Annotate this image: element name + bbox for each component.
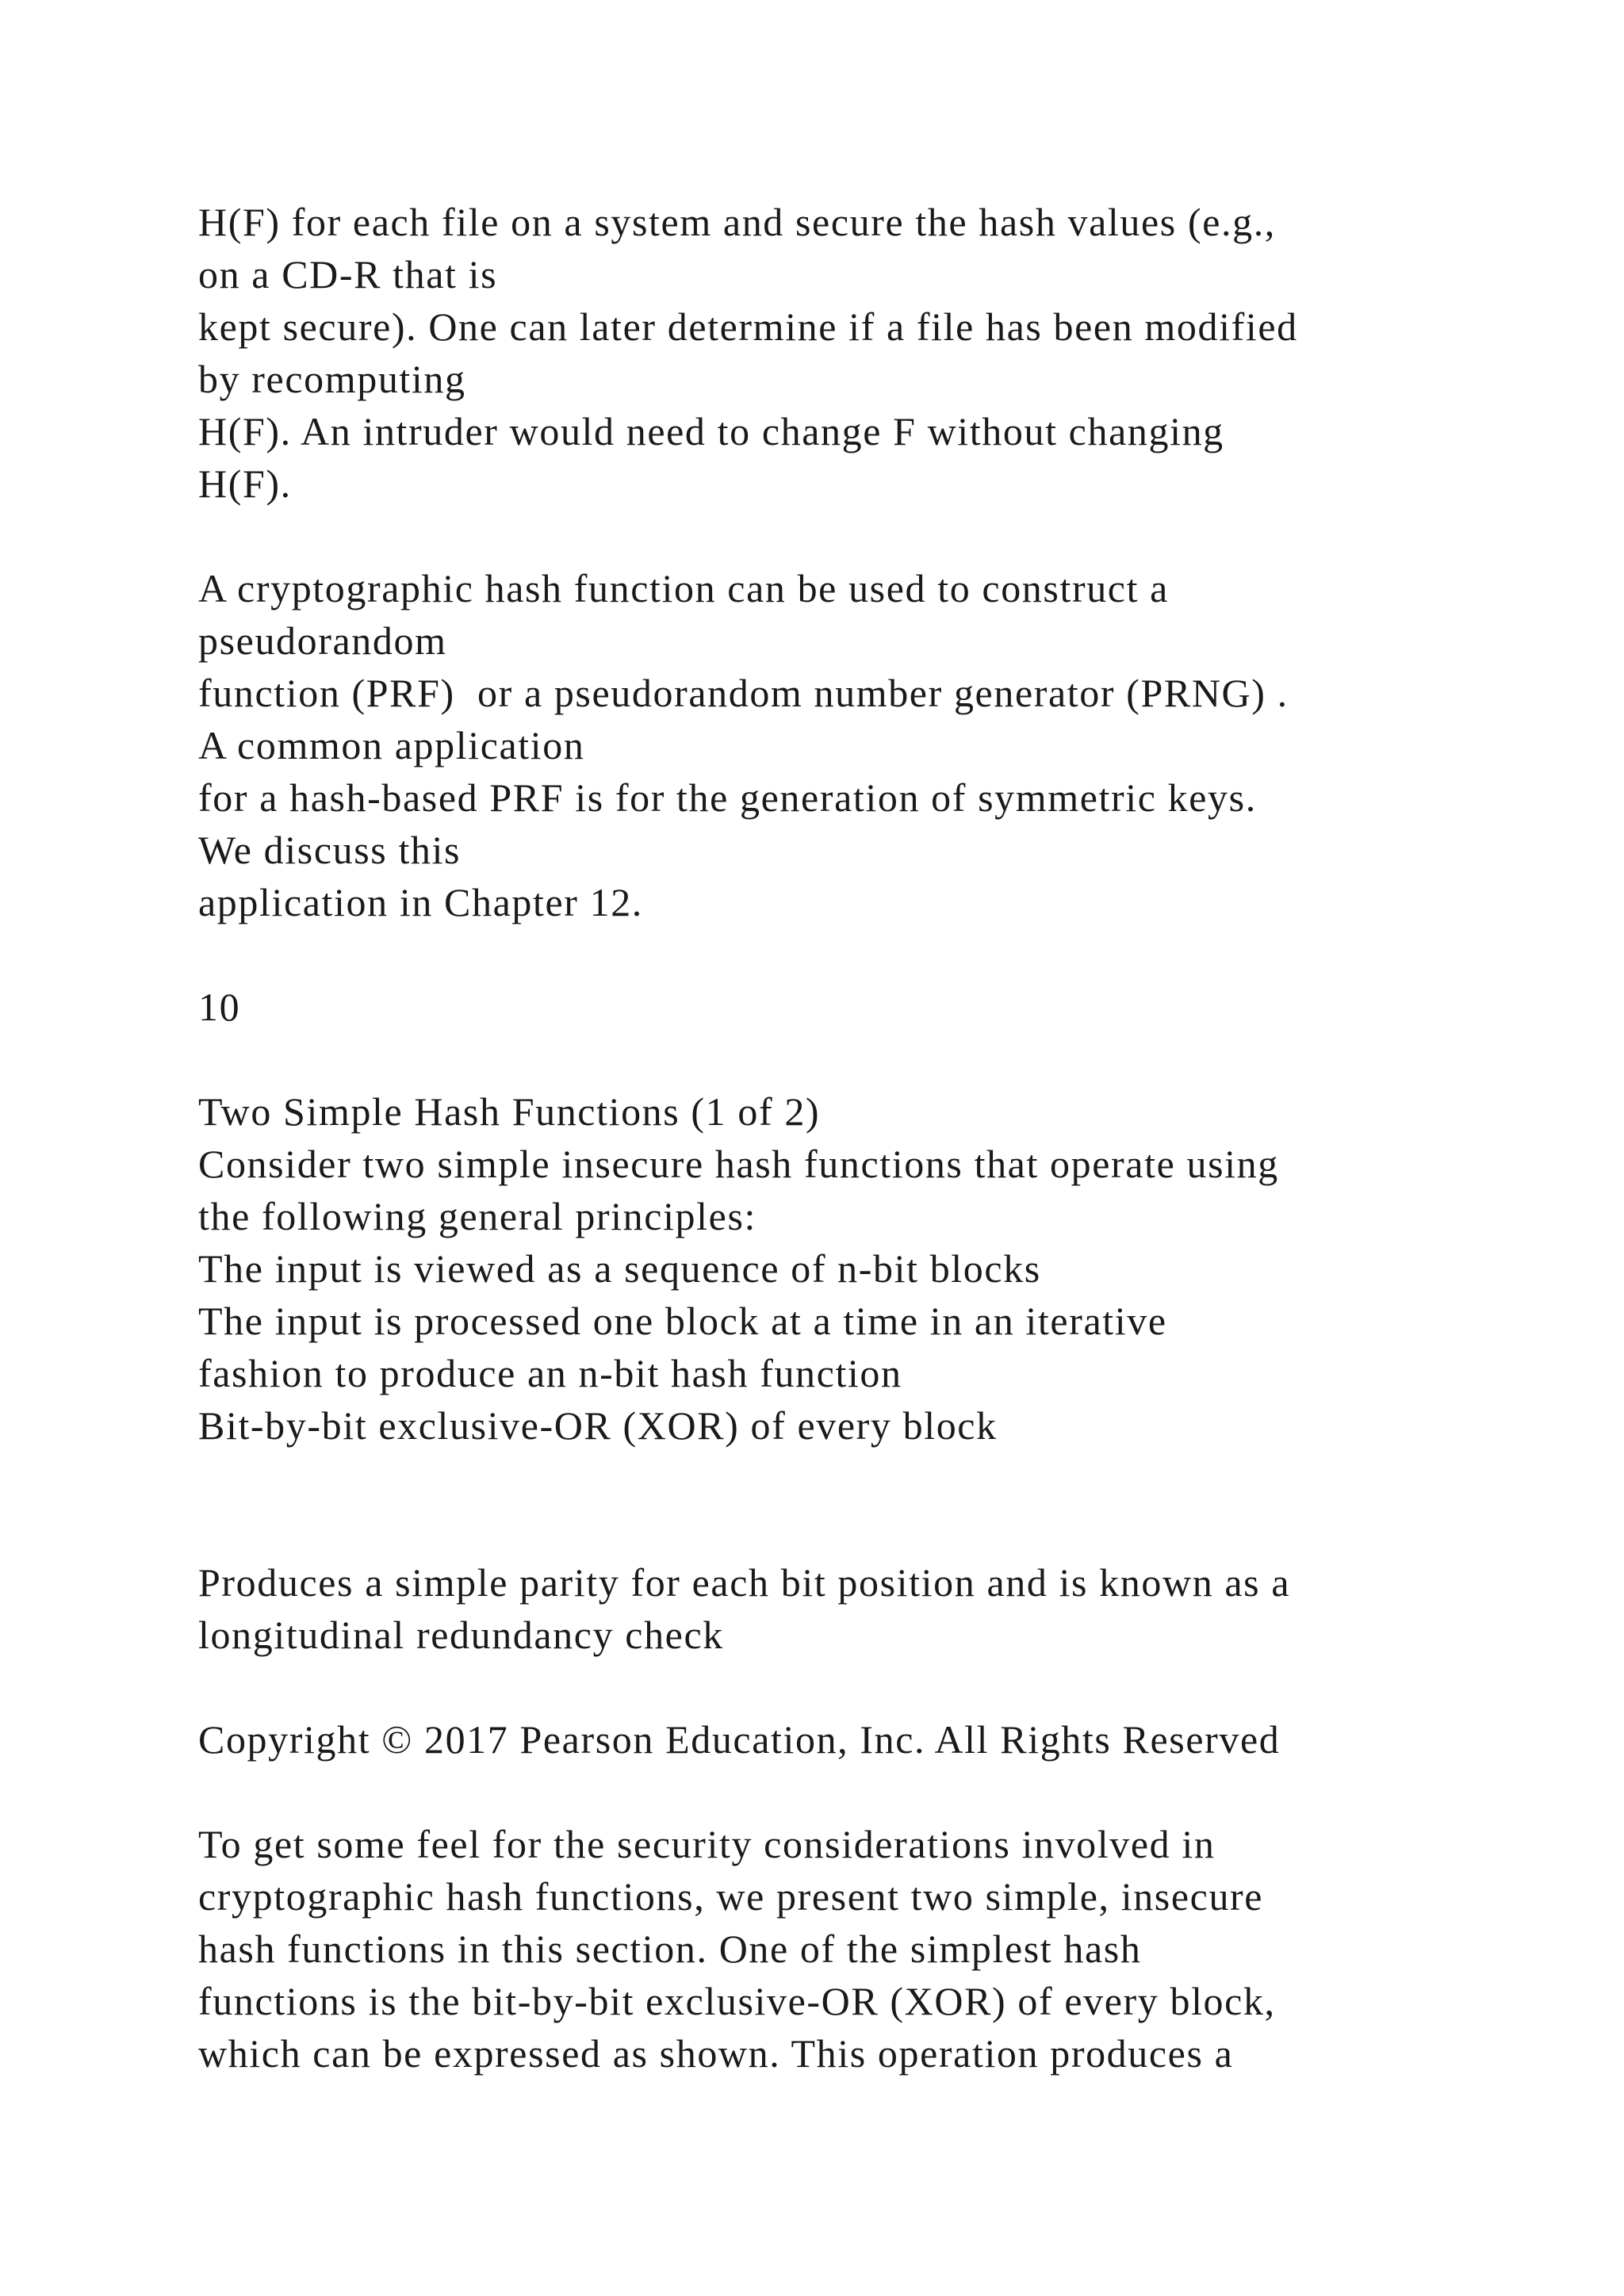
text-line: kept secure). One can later determine if a file has been modified xyxy=(198,304,1298,349)
blank-line xyxy=(198,1661,1546,1713)
body-text xyxy=(198,196,1546,2080)
text-line: Bit-by-bit exclusive-OR (XOR) of every block xyxy=(198,1403,998,1448)
text-line: on a CD-R that is xyxy=(198,252,498,297)
blank-line xyxy=(198,1033,1546,1085)
text-line: hash functions in this section. One of the simplest hash xyxy=(198,1927,1142,1971)
text-line: functions is the bit-by-bit exclusive-OR (XOR) of every block, xyxy=(198,1979,1276,2023)
blank-line xyxy=(198,928,1546,981)
text-line: cryptographic hash functions, we present two simple, insecure xyxy=(198,1874,1264,1919)
blank-line xyxy=(198,1452,1546,1504)
text-line: which can be expressed as shown. This operation produces a xyxy=(198,2031,1234,2076)
text-line: Consider two simple insecure hash functions that operate using xyxy=(198,1142,1279,1186)
text-line: The input is viewed as a sequence of n-bit blocks xyxy=(198,1246,1041,1291)
text-line: To get some feel for the security considerations involved in xyxy=(198,1822,1216,1866)
text-line: fashion to produce an n-bit hash function xyxy=(198,1351,902,1395)
blank-line xyxy=(198,1504,1546,1556)
blank-line xyxy=(198,510,1546,562)
text-line: Produces a simple parity for each bit position and is known as a xyxy=(198,1560,1291,1605)
text-line: The input is processed one block at a time in an iterative xyxy=(198,1299,1167,1343)
text-line: function (PRF) or a pseudorandom number generator (PRNG) . xyxy=(198,671,1289,715)
text-line: for a hash-based PRF is for the generation of symmetric keys. xyxy=(198,775,1257,820)
text-line: H(F). xyxy=(198,461,292,506)
text-line: A cryptographic hash function can be used to construct a xyxy=(198,566,1169,610)
blank-line xyxy=(198,1766,1546,1818)
text-line: the following general principles: xyxy=(198,1194,756,1238)
text-line: H(F). An intruder would need to change F without changing xyxy=(198,409,1224,453)
text-line: A common application xyxy=(198,723,585,767)
text-line: We discuss this xyxy=(198,828,462,872)
text-line: H(F) for each file on a system and secure the hash values (e.g., xyxy=(198,200,1276,244)
text-line: longitudinal redundancy check xyxy=(198,1613,724,1657)
copyright-notice: Copyright © 2017 Pearson Education, Inc. All Rights Reserved xyxy=(198,1717,1281,1762)
text-line: pseudorandom xyxy=(198,618,447,663)
text-line: application in Chapter 12. xyxy=(198,880,643,924)
slide-number: 10 xyxy=(198,985,241,1029)
text-line: by recomputing xyxy=(198,357,466,401)
slide-title: Two Simple Hash Functions (1 of 2) xyxy=(198,1089,821,1134)
